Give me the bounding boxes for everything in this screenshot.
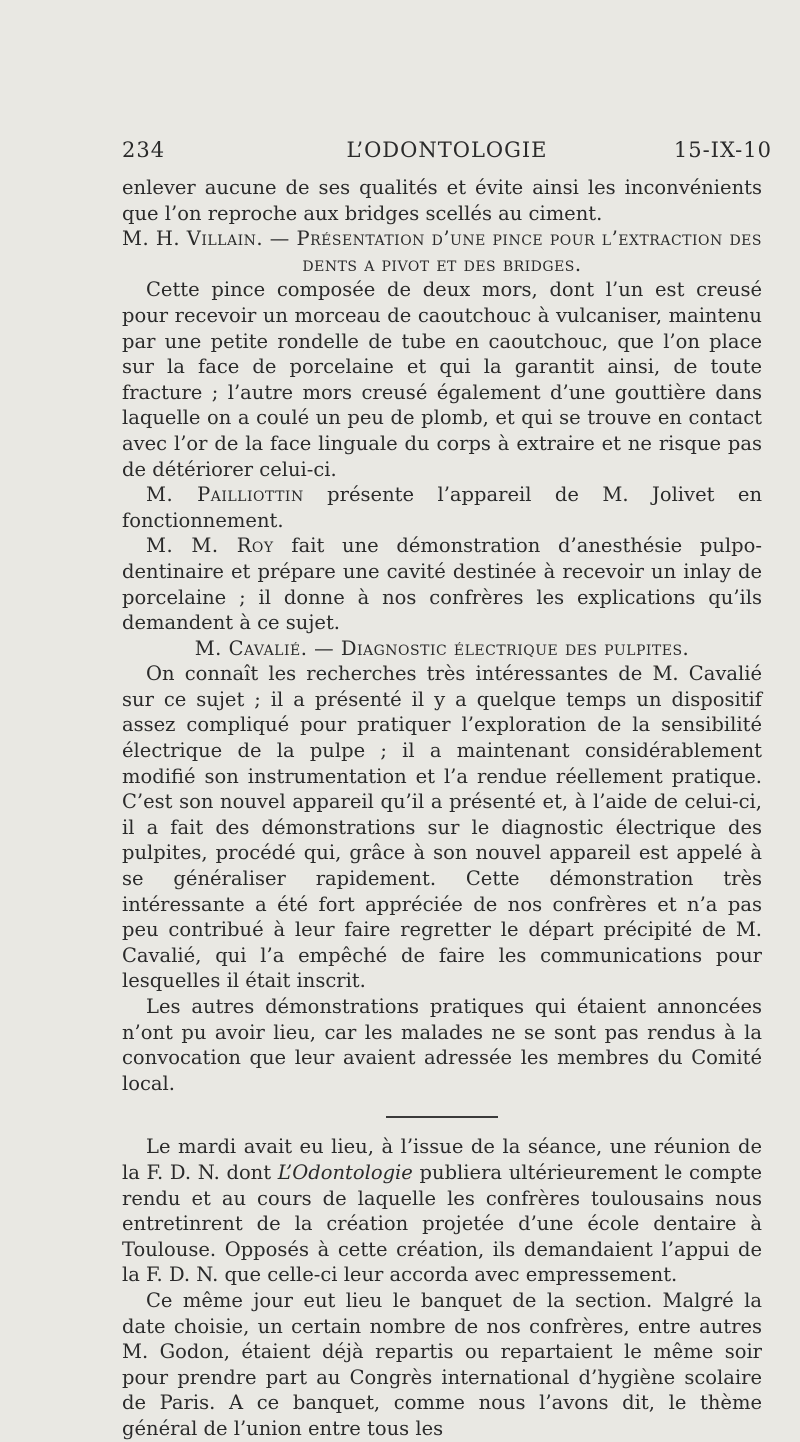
section-heading-villain [122,226,762,277]
paragraph-banquet: Ce même jour eut lieu le banquet de la section. Malgré la date choisie, un certain nombre de nos confrères, entre autres M. Godon, étaient déjà repartis ou repartaient le même soir pour prendre part au Congrès international d’hygiène scolaire de Paris. A ce banquet, comme nous l’avons dit, le thème général de l’union entre tous les [122,1288,762,1440]
journal-name-italic: L’Odontologie [277,1160,413,1184]
page-number: 234 [122,138,166,162]
paragraph-pince: Cette pince composée de deux mors, dont l’un est creusé pour recevoir un morceau de caoutchouc à vulcaniser, maintenu par une petite rondelle de tube en caoutchouc, que l’on place sur la face de porcelaine et qui la garantit ainsi, de toute fracture ; l’autre mors creusé également d’une gouttière dans laquelle on a coulé un peu de plomb, et qui se trouve en contact avec l’or de la face linguale du corps à extraire et ne risque pas de détériorer celui-ci. [122,278,762,481]
heading-title: Diagnostic électrique des pulpites. [340,636,690,660]
article-body [122,175,762,1442]
person-name: M. Pailliottin [146,483,304,507]
paragraph-pailliottin [122,482,762,533]
heading-author: M. Cavalié. — [194,636,341,660]
section-heading-cavalie [122,636,762,662]
paragraph-continuation: enlever aucune de ses qualités et évite ainsi les inconvénients que l’on reproche aux bridges scellés au ciment. [122,176,762,225]
paragraph-text: fait une démonstration d’anesthésie pulpo-dentinaire et prépare une cavité destinée à recevoir un inlay de porcelaine ; il donne à nos confrères les explications qu’ils demandent à ce sujet. [122,534,762,635]
paragraph-demonstrations: Les autres démonstrations pratiques qui étaient annoncées n’ont pu avoir lieu, car les malades ne se sont pas rendus à la convocation que leur avaient adressée les membres du Comité local. [122,995,762,1095]
paragraph-fdn [122,1134,762,1288]
paragraph-cavalie: On connaît les recherches très intéressantes de M. Cavalié sur ce sujet ; il a présenté il y a quelque temps un dispositif assez compliqué pour pratiquer l’exploration de la sensibilité électrique de la pulpe ; il a maintenant considérablement modifié son instrumentation et l’a rendue réellement pratique. C’est son nouvel appareil qu’il a présenté et, à l’aide de celui-ci, il a fait des démonstrations sur le diagnostic électrique des pulpites, procédé qui, grâce à son nouvel appareil est appelé à se généraliser rapidement. Cette démonstration très intéressante a été fort appréciée de nos confrères et n’a pas peu contribué à leur faire regretter le départ précipité de M. Cavalié, qui l’a empêché de faire les communications pour lesquelles il était inscrit. [122,662,762,993]
paragraph-roy [122,533,762,635]
issue-date: 15-IX-10 [673,138,772,162]
paragraph-text: Le mardi avait eu lieu, à l’issue de la séance, une réunion de la F. D. N. dont [122,1135,762,1184]
person-name: M. M. Roy [146,534,274,558]
paragraph-text: publiera ultérieurement le compte rendu et au cours de laquelle les confrères toulousains nous entretinrent de la création projetée d’une école dentaire à Toulouse. Opposés à cette création, ils demandaient l’appui de la F. D. N. que celle-ci leur accorda avec empressement. [122,1160,762,1287]
journal-title: L’ODONTOLOGIE [346,138,548,162]
heading-title: Présentation d’une pince pour l’extraction des dents a pivot et des bridges. [296,227,762,276]
paragraph-text: présente l’appareil de M. Jolivet en fonctionnement. [122,483,762,532]
heading-author: M. H. Villain. — [122,227,297,251]
section-divider [386,1116,498,1118]
running-header [122,138,772,170]
